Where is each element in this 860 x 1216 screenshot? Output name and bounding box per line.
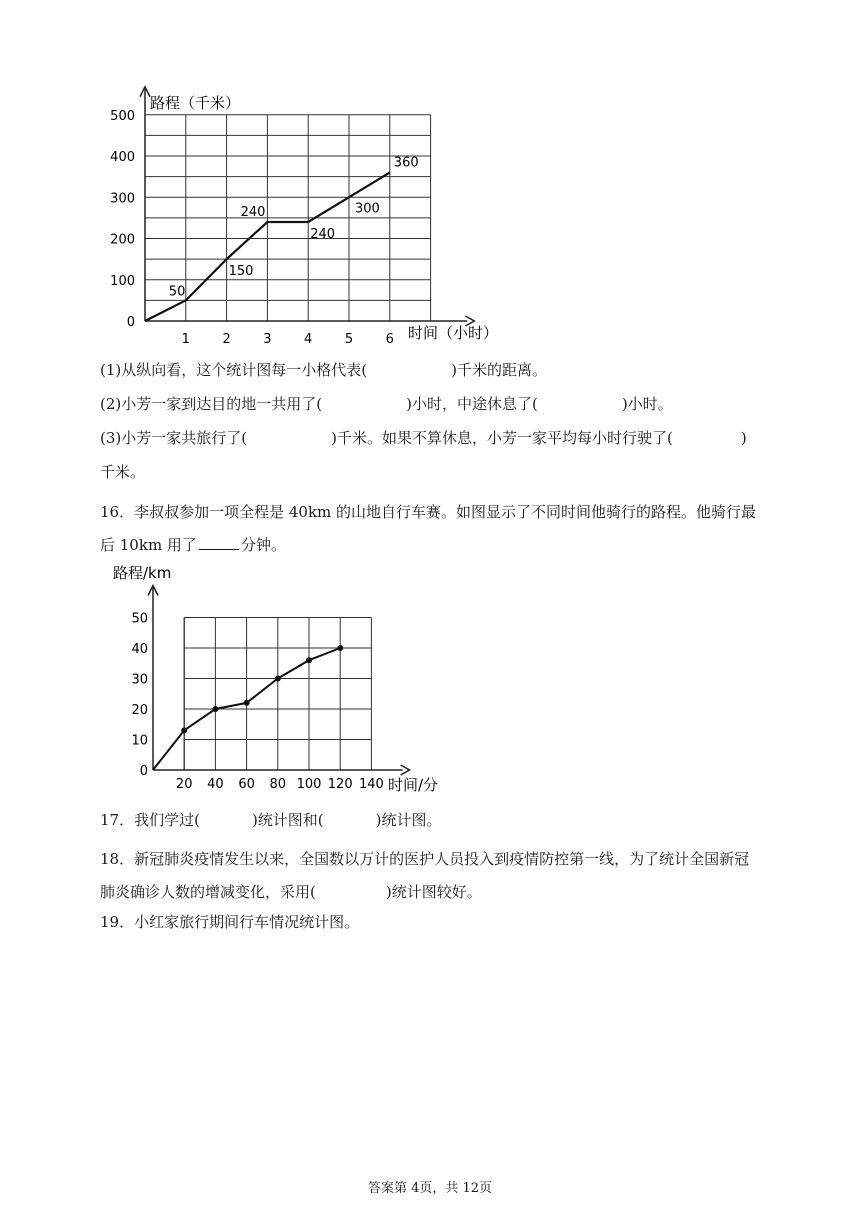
chart1-data-label: 300 xyxy=(355,201,380,217)
q15-s1-text-a: (1)从纵向看，这个统计图每一小格代表( xyxy=(100,361,368,379)
chart2-y-tick-label: 0 xyxy=(139,764,148,779)
chart2-x-tick-label: 100 xyxy=(296,777,322,792)
chart1-axes xyxy=(140,87,474,326)
chart1-x-tick-label: 3 xyxy=(263,332,272,347)
chart2-data-point xyxy=(306,657,312,663)
chart2-x-tick-label: 40 xyxy=(207,777,224,792)
q15-s3-text-b: )千米。如果不算休息，小芳一家平均每小时行驶了( xyxy=(331,429,673,447)
q15-s2-text-c: )小时。 xyxy=(621,395,673,413)
chart1-data-label: 360 xyxy=(393,155,419,171)
q15-s3-text-a: (3)小芳一家共旅行了( xyxy=(100,429,248,447)
q16-answer-blank[interactable] xyxy=(199,535,239,550)
q19-question: 19．小红家旅行期间行车情况统计图。 xyxy=(100,913,360,931)
q17-question xyxy=(100,810,442,830)
chart2-y-tick-label: 30 xyxy=(131,672,148,688)
chart1-data-label: 240 xyxy=(310,227,336,242)
chart1-y-tick-label: 500 xyxy=(110,108,135,124)
chart1-x-tick-label: 1 xyxy=(181,332,190,347)
chart2-x-tick-label: 60 xyxy=(238,777,255,792)
q17-text-c: )统计图。 xyxy=(375,811,442,829)
q17-text-b: )统计图和( xyxy=(251,811,324,829)
q18-text-a: 18．新冠肺炎疫情发生以来，全国数以万计的医护人员投入到疫情防控第一线，为了统计全国新冠肺炎确诊人数的增减变化，采用( xyxy=(100,850,750,901)
chart2-y-tick-label: 20 xyxy=(131,703,148,718)
chart2-x-tick-label: 120 xyxy=(327,777,353,792)
chart1-data-label: 50 xyxy=(168,284,186,300)
chart1-data-label: 150 xyxy=(228,264,254,280)
chart2-x-tick-label: 140 xyxy=(358,777,384,792)
q16-question xyxy=(100,496,762,562)
chart2-data-point xyxy=(337,645,343,651)
chart2-x-tick-label: 80 xyxy=(269,777,287,792)
chart2-grid xyxy=(184,618,371,771)
chart2-series xyxy=(153,645,343,770)
chart1-x-tick-label: 4 xyxy=(304,332,313,347)
q15-line-3 xyxy=(100,428,762,448)
q16-text-a: 16．李叔叔参加一项全程是 40km 的山地自行车赛。如图显示了不同时间他骑行的路程。他骑行最后 10km 用了 xyxy=(100,503,757,554)
q18-question xyxy=(100,843,762,909)
chart2-y-tick-label: 50 xyxy=(131,611,148,627)
distance-time-chart-2 xyxy=(95,560,475,800)
chart1-data-label: 240 xyxy=(240,205,266,220)
distance-time-chart-1 xyxy=(95,78,515,348)
q15-line-1 xyxy=(100,360,547,380)
chart1-tick-labels xyxy=(110,109,394,347)
chart2-y-tick-label: 10 xyxy=(131,733,148,749)
chart1-x-tick-label: 2 xyxy=(222,332,231,347)
chart1-x-tick-label: 5 xyxy=(344,332,354,347)
q16-text-b: 分钟。 xyxy=(240,536,286,554)
q18-text-b: )统计图较好。 xyxy=(385,883,482,901)
chart2-x-tick-label: 20 xyxy=(175,777,193,792)
chart1-y-tick-label: 200 xyxy=(110,232,135,248)
chart2-data-point xyxy=(275,676,281,682)
chart1-y-tick-label: 300 xyxy=(110,191,135,207)
chart2-data-point xyxy=(181,727,187,733)
chart2-tick-labels xyxy=(131,612,383,793)
chart1-y-axis-label: 路程（千米） xyxy=(150,94,241,112)
q15-s3-text-c: ) xyxy=(740,429,747,447)
page-footer: 答案第 4页，共 12页 xyxy=(367,1181,493,1196)
chart1-y-tick-label: 0 xyxy=(126,315,135,330)
chart1-y-tick-label: 100 xyxy=(110,273,135,289)
q15-s2-text-a: (2)小芳一家到达目的地一共用了( xyxy=(100,395,323,413)
chart1-grid xyxy=(145,115,431,321)
chart2-y-axis-label: 路程/km xyxy=(113,564,172,582)
q15-s1-text-b: )千米的距离。 xyxy=(451,361,547,379)
chart2-data-point xyxy=(212,706,218,712)
chart2-y-tick-label: 40 xyxy=(131,642,148,657)
chart2-x-axis-label: 时间/分 xyxy=(388,776,439,794)
q15-s2-text-b: )小时，中途休息了( xyxy=(406,395,538,413)
chart2-data-point xyxy=(244,700,250,706)
chart1-x-axis-label: 时间（小时） xyxy=(408,324,499,342)
chart1-y-tick-label: 400 xyxy=(110,150,135,165)
q17-text-a: 17．我们学过( xyxy=(100,811,200,829)
chart1-x-tick-label: 6 xyxy=(385,332,394,347)
q15-line-4: 千米。 xyxy=(100,463,146,481)
q15-line-2 xyxy=(100,394,673,414)
